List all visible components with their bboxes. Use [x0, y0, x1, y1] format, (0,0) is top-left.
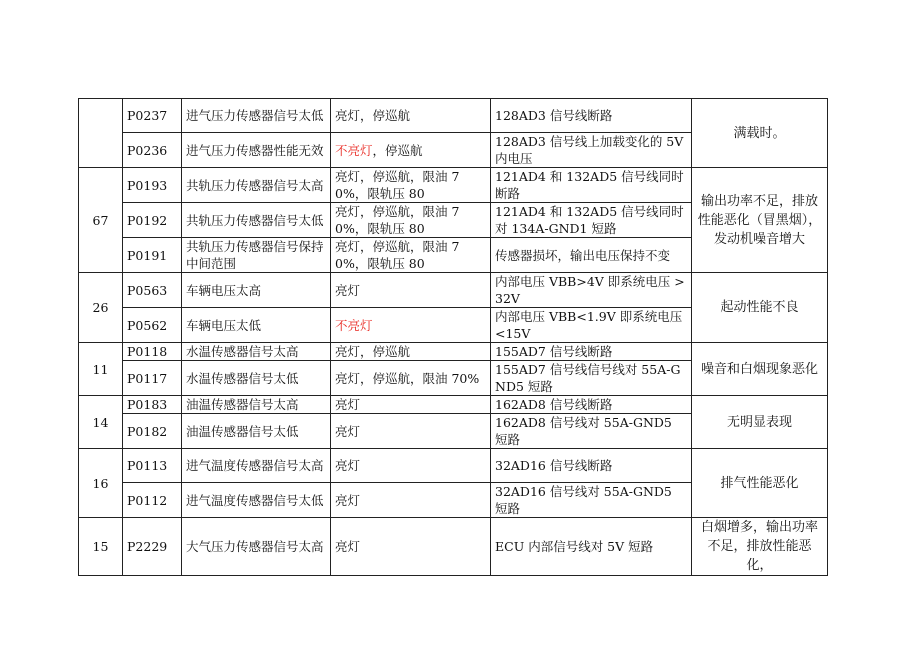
fault-code: P0118 — [123, 343, 182, 361]
table-row — [79, 343, 828, 361]
group-number: 26 — [79, 273, 123, 343]
warning-text: 不亮灯 — [335, 317, 373, 333]
lamp-action: 亮灯，停巡航，限油 70%，限轨压 80 — [331, 168, 491, 203]
lamp-action: 亮灯 — [331, 396, 491, 414]
fault-code: P0112 — [123, 483, 182, 518]
fault-name: 共轨压力传感器信号保持中间范围 — [182, 238, 331, 273]
lamp-action — [331, 308, 491, 343]
fault-cause: ECU 内部信号线对 5V 短路 — [491, 518, 692, 576]
table-row — [79, 518, 828, 576]
fault-cause: 121AD4 和 132AD5 信号线同时断路 — [491, 168, 692, 203]
fault-name: 进气压力传感器信号太低 — [182, 99, 331, 133]
group-number: 15 — [79, 518, 123, 576]
fault-name: 车辆电压太高 — [182, 273, 331, 308]
fault-code: P0182 — [123, 414, 182, 449]
fault-effect: 排气性能恶化 — [692, 449, 828, 518]
lamp-action — [331, 133, 491, 168]
fault-name: 进气温度传感器信号太低 — [182, 483, 331, 518]
fault-code: P0192 — [123, 203, 182, 238]
lamp-action: 亮灯，停巡航 — [331, 99, 491, 133]
fault-name: 水温传感器信号太高 — [182, 343, 331, 361]
warning-text: 不亮灯 — [335, 142, 373, 158]
fault-code: P0237 — [123, 99, 182, 133]
lamp-action-rest: ，停巡航 — [372, 142, 423, 158]
table-row — [79, 449, 828, 483]
group-number: 14 — [79, 396, 123, 449]
lamp-action: 亮灯 — [331, 518, 491, 576]
lamp-action: 亮灯 — [331, 449, 491, 483]
fault-effect: 起动性能不良 — [692, 273, 828, 343]
table-row — [79, 99, 828, 133]
group-number: 11 — [79, 343, 123, 396]
fault-code: P0117 — [123, 361, 182, 396]
table-row — [79, 168, 828, 203]
fault-cause: 传感器损坏，输出电压保持不变 — [491, 238, 692, 273]
fault-code-table — [78, 98, 828, 576]
fault-cause: 155AD7 信号线断路 — [491, 343, 692, 361]
fault-name: 进气压力传感器性能无效 — [182, 133, 331, 168]
fault-effect: 噪音和白烟现象恶化 — [692, 343, 828, 396]
fault-code: P0193 — [123, 168, 182, 203]
lamp-action: 亮灯 — [331, 414, 491, 449]
fault-cause: 121AD4 和 132AD5 信号线同时对 134A-GND1 短路 — [491, 203, 692, 238]
fault-effect: 无明显表现 — [692, 396, 828, 449]
fault-code: P0562 — [123, 308, 182, 343]
lamp-action: 亮灯，停巡航，限油 70% — [331, 361, 491, 396]
fault-name: 共轨压力传感器信号太高 — [182, 168, 331, 203]
fault-effect: 满载时。 — [692, 99, 828, 168]
fault-name: 车辆电压太低 — [182, 308, 331, 343]
group-number — [79, 99, 123, 168]
lamp-action: 亮灯，停巡航，限油 70%，限轨压 80 — [331, 203, 491, 238]
fault-cause: 128AD3 信号线断路 — [491, 99, 692, 133]
fault-cause: 162AD8 信号线断路 — [491, 396, 692, 414]
fault-name: 水温传感器信号太低 — [182, 361, 331, 396]
fault-name: 进气温度传感器信号太高 — [182, 449, 331, 483]
fault-code: P0183 — [123, 396, 182, 414]
fault-name: 共轨压力传感器信号太低 — [182, 203, 331, 238]
fault-effect: 输出功率不足，排放性能恶化（冒黑烟），发动机噪音增大 — [692, 168, 828, 273]
table-row — [79, 273, 828, 308]
group-number: 16 — [79, 449, 123, 518]
fault-cause: 32AD16 信号线对 55A-GND5 短路 — [491, 483, 692, 518]
fault-cause: 内部电压 VBB<1.9V 即系统电压 <15V — [491, 308, 692, 343]
fault-name: 油温传感器信号太高 — [182, 396, 331, 414]
group-number: 67 — [79, 168, 123, 273]
table-row — [79, 396, 828, 414]
fault-cause: 128AD3 信号线上加载变化的 5V 内电压 — [491, 133, 692, 168]
fault-code: P0236 — [123, 133, 182, 168]
fault-cause: 155AD7 信号线信号线对 55A-GND5 短路 — [491, 361, 692, 396]
fault-code: P2229 — [123, 518, 182, 576]
fault-code: P0113 — [123, 449, 182, 483]
fault-effect: 白烟增多，输出功率不足，排放性能恶化， — [692, 518, 828, 576]
fault-code: P0191 — [123, 238, 182, 273]
lamp-action: 亮灯，停巡航 — [331, 343, 491, 361]
lamp-action: 亮灯 — [331, 273, 491, 308]
lamp-action: 亮灯 — [331, 483, 491, 518]
fault-cause: 162AD8 信号线对 55A-GND5 短路 — [491, 414, 692, 449]
lamp-action: 亮灯，停巡航，限油 70%，限轨压 80 — [331, 238, 491, 273]
fault-name: 油温传感器信号太低 — [182, 414, 331, 449]
fault-cause: 内部电压 VBB>4V 即系统电压 >32V — [491, 273, 692, 308]
fault-code: P0563 — [123, 273, 182, 308]
fault-name: 大气压力传感器信号太高 — [182, 518, 331, 576]
fault-cause: 32AD16 信号线断路 — [491, 449, 692, 483]
